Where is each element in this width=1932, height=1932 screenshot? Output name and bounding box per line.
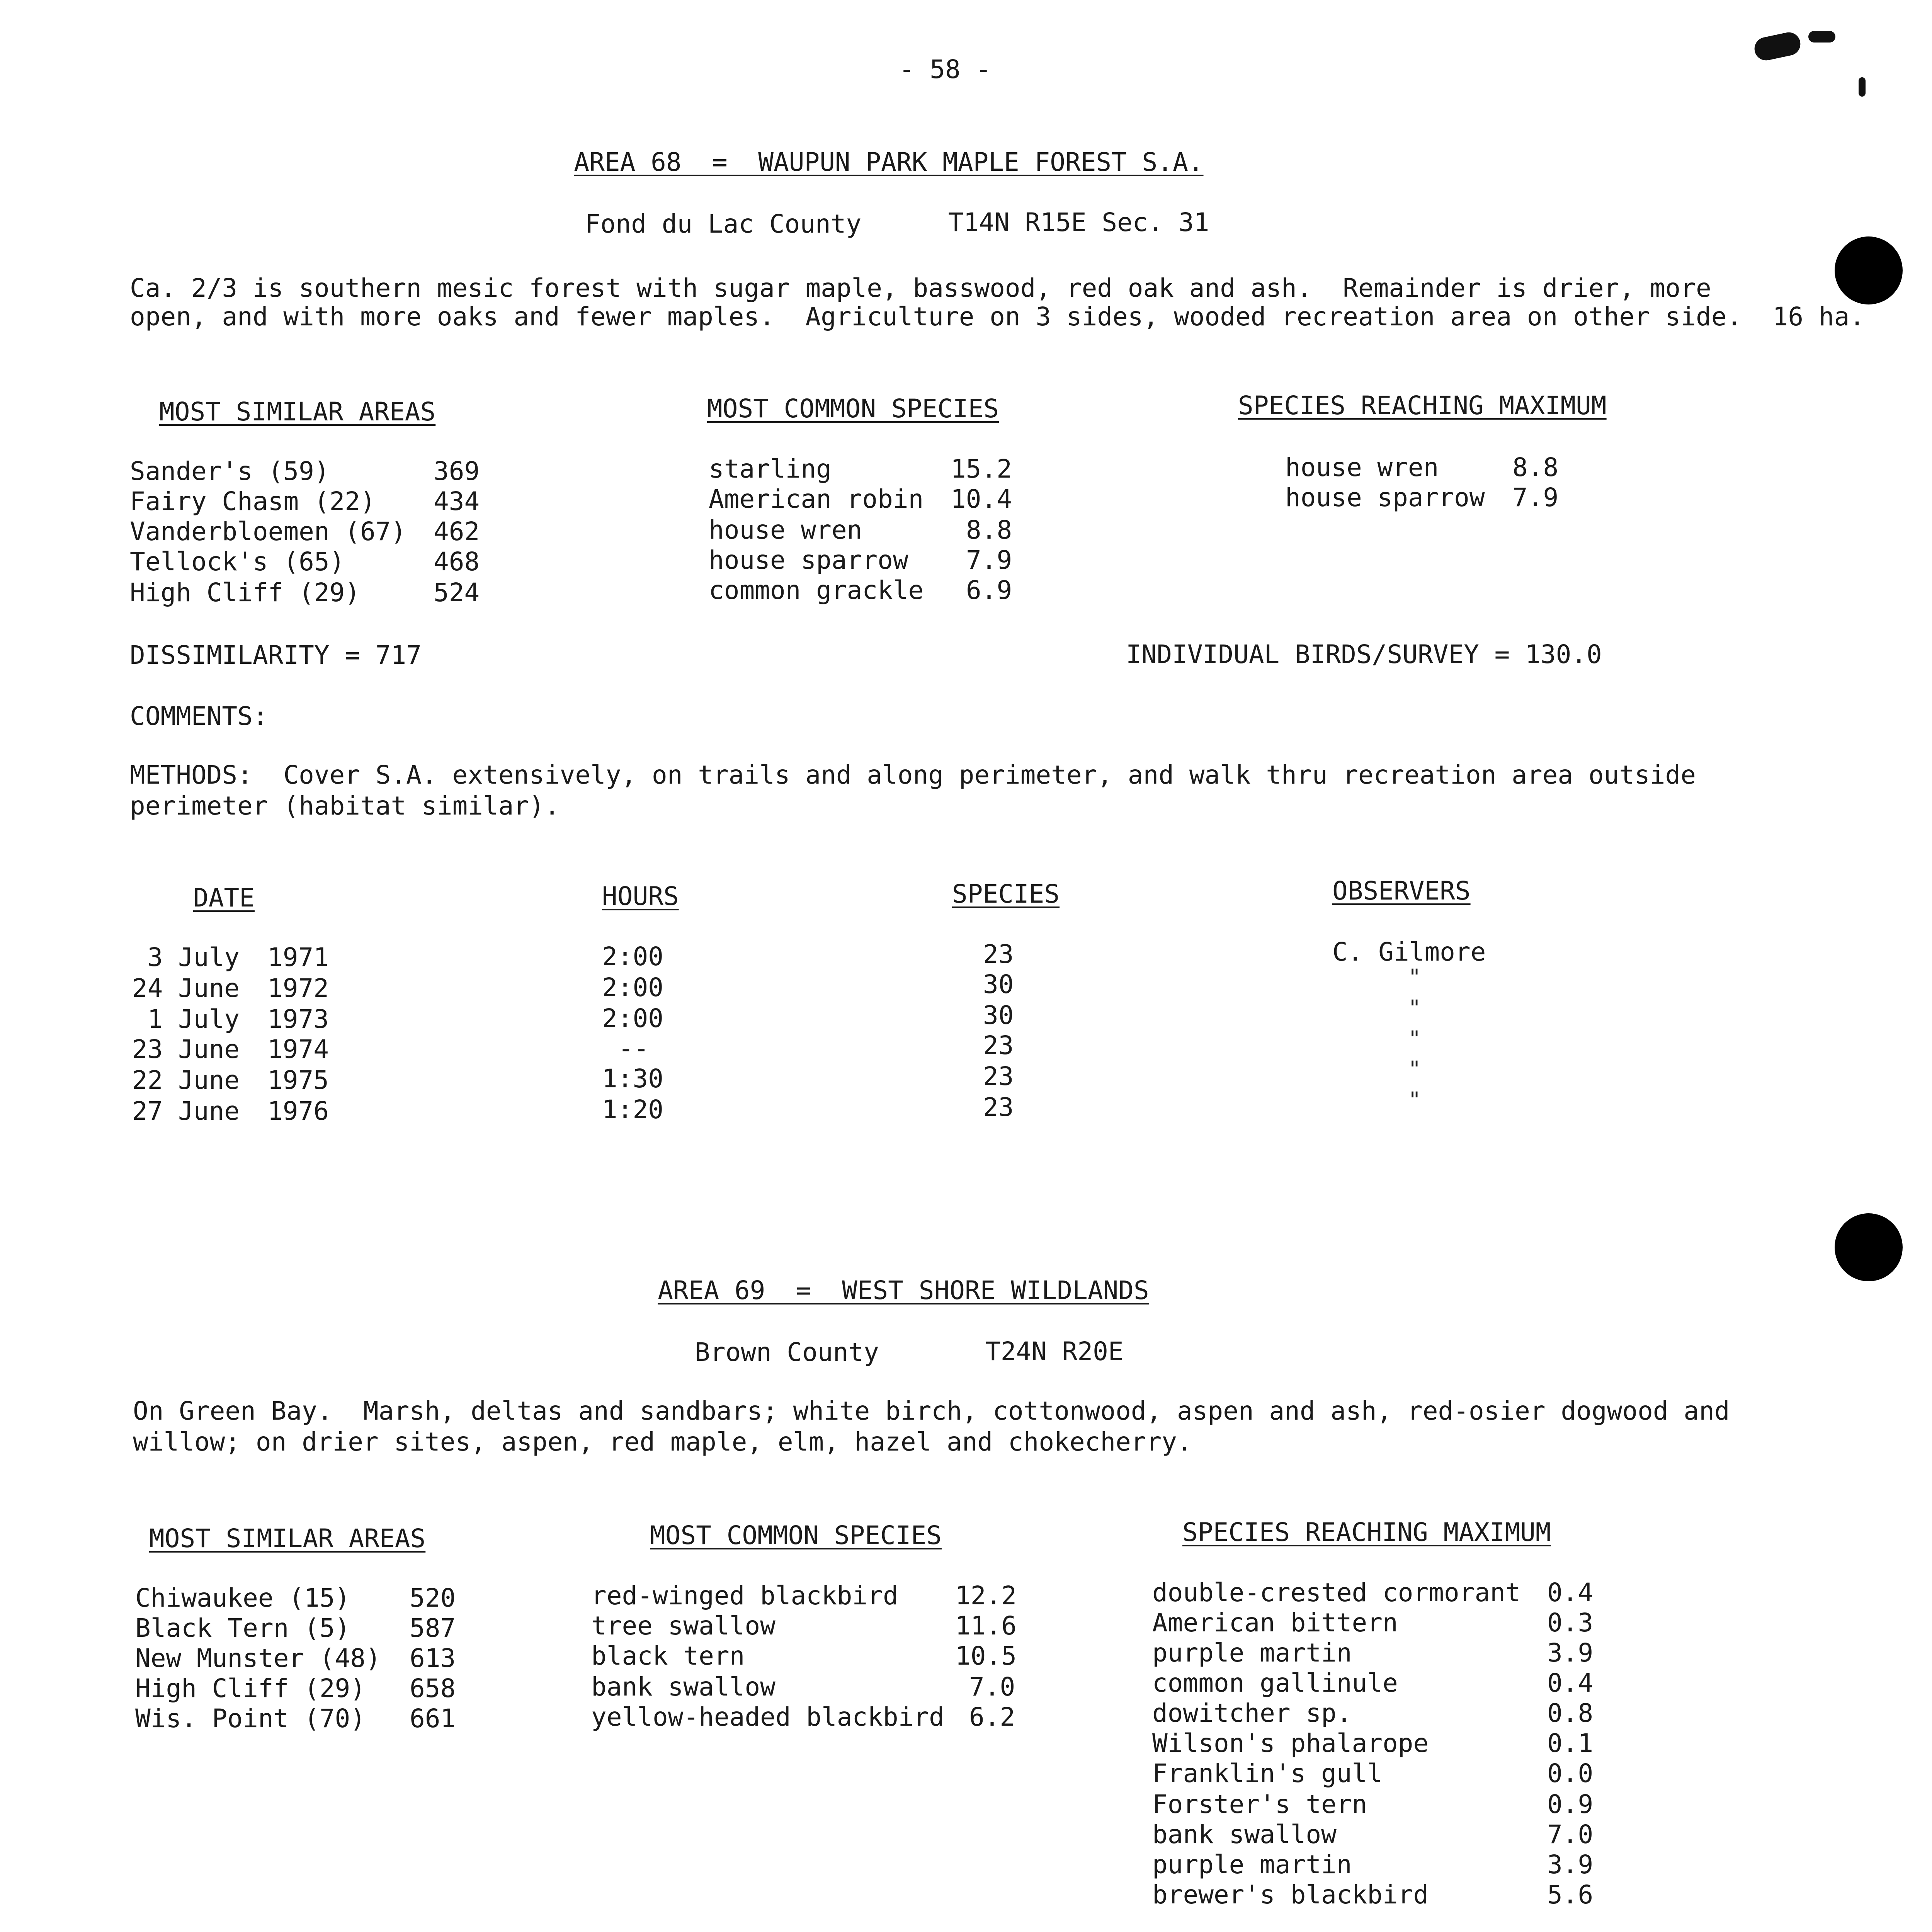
- species-maximum-header: SPECIES REACHING MAXIMUM: [1238, 391, 1607, 420]
- list-item: common grackle: [709, 575, 924, 605]
- survey-year: 1973: [267, 1004, 329, 1034]
- survey-hours: 1:30: [602, 1064, 663, 1094]
- list-item-value: 0.8: [1547, 1698, 1594, 1728]
- list-item-value: 524: [434, 578, 480, 607]
- description-line: On Green Bay. Marsh, deltas and sandbars; white birch, cottonwood, aspen and ash, red-osier dogwood and: [133, 1396, 1730, 1426]
- list-item: common gallinule: [1152, 1668, 1398, 1698]
- list-item-value: 587: [410, 1613, 456, 1643]
- list-item: Chiwaukee (15): [135, 1583, 350, 1613]
- species-maximum-header: SPECIES REACHING MAXIMUM: [1182, 1517, 1551, 1547]
- ink-smudge: [1808, 31, 1835, 43]
- survey-year: 1976: [267, 1096, 329, 1126]
- list-item-value: 0.0: [1547, 1759, 1594, 1788]
- list-item-value: 11.6: [955, 1611, 1017, 1641]
- county: Fond du Lac County: [585, 209, 862, 239]
- list-item: purple martin: [1152, 1850, 1352, 1879]
- list-item: Wilson's phalarope: [1152, 1728, 1429, 1758]
- ink-smudge: [1752, 30, 1803, 63]
- survey-species: 23: [983, 1092, 1014, 1122]
- township: T14N R15E Sec. 31: [948, 207, 1209, 237]
- birds-per-survey: INDIVIDUAL BIRDS/SURVEY = 130.0: [1126, 639, 1602, 669]
- survey-hours: 2:00: [602, 942, 663, 971]
- township: T24N R20E: [985, 1337, 1124, 1366]
- list-item-value: 10.5: [955, 1641, 1017, 1671]
- list-item-value: 462: [434, 517, 480, 546]
- list-item: house sparrow: [709, 545, 908, 575]
- county: Brown County: [695, 1337, 879, 1367]
- survey-species: 23: [983, 939, 1014, 969]
- survey-day: 24 June: [132, 973, 240, 1003]
- list-item: purple martin: [1152, 1638, 1352, 1668]
- list-item: bank swallow: [1152, 1820, 1337, 1849]
- survey-day: 23 June: [132, 1034, 240, 1064]
- description-line: willow; on drier sites, aspen, red maple, elm, hazel and chokecherry.: [133, 1427, 1192, 1457]
- list-item-value: 8.8: [966, 515, 1012, 545]
- survey-species: 23: [983, 1031, 1014, 1060]
- area-title: AREA 69 = WEST SHORE WILDLANDS: [658, 1276, 1149, 1305]
- punch-hole-1: [1835, 236, 1903, 304]
- list-item-value: 520: [410, 1583, 456, 1613]
- list-item: house wren: [1285, 452, 1439, 482]
- list-item: Sander's (59): [130, 456, 330, 486]
- list-item-value: 0.4: [1547, 1578, 1594, 1607]
- survey-day: 27 June: [132, 1096, 240, 1126]
- list-item: red-winged blackbird: [591, 1581, 898, 1611]
- list-item-value: 15.2: [951, 454, 1012, 484]
- list-item: black tern: [591, 1641, 745, 1671]
- survey-observer: ": [1408, 1088, 1421, 1113]
- ink-smudge: [1859, 77, 1866, 97]
- survey-observer: ": [1408, 965, 1421, 990]
- survey-year: 1971: [267, 942, 329, 972]
- methods-line: METHODS: Cover S.A. extensively, on trails and along perimeter, and walk thru recreation area outside: [130, 760, 1696, 790]
- list-item-value: 5.6: [1547, 1880, 1594, 1910]
- survey-observer: ": [1408, 1027, 1421, 1052]
- list-item: Tellock's (65): [130, 547, 345, 577]
- survey-hours: 1:20: [602, 1095, 663, 1124]
- list-item-value: 468: [434, 547, 480, 577]
- list-item-value: 661: [410, 1704, 456, 1733]
- list-item-value: 0.9: [1547, 1789, 1594, 1819]
- survey-hours: 2:00: [602, 1003, 663, 1033]
- punch-hole-2: [1835, 1213, 1903, 1281]
- list-item-value: 12.2: [955, 1581, 1017, 1611]
- survey-year: 1972: [267, 973, 329, 1003]
- list-item-value: 658: [410, 1673, 456, 1703]
- list-item-value: 3.9: [1547, 1850, 1594, 1879]
- hours-header: HOURS: [602, 881, 679, 911]
- survey-observer: ": [1408, 1057, 1421, 1082]
- survey-day: 1 July: [147, 1004, 240, 1034]
- comments: COMMENTS:: [130, 701, 268, 731]
- survey-hours: --: [618, 1034, 649, 1063]
- list-item: brewer's blackbird: [1152, 1880, 1429, 1910]
- list-item: Franklin's gull: [1152, 1759, 1383, 1788]
- survey-species: 23: [983, 1061, 1014, 1091]
- list-item: yellow-headed blackbird: [591, 1702, 944, 1732]
- list-item: house sparrow: [1285, 483, 1485, 512]
- list-item-value: 0.4: [1547, 1668, 1594, 1698]
- species-header: SPECIES: [952, 879, 1060, 909]
- list-item-value: 7.0: [1547, 1820, 1594, 1849]
- list-item: New Munster (48): [135, 1643, 381, 1673]
- survey-hours: 2:00: [602, 973, 663, 1002]
- list-item: dowitcher sp.: [1152, 1698, 1352, 1728]
- most-similar-header: MOST SIMILAR AREAS: [159, 397, 436, 427]
- dissimilarity: DISSIMILARITY = 717: [130, 640, 422, 670]
- list-item-value: 613: [410, 1643, 456, 1673]
- list-item: Fairy Chasm (22): [130, 486, 376, 516]
- list-item-value: 6.2: [969, 1702, 1015, 1732]
- most-common-header: MOST COMMON SPECIES: [650, 1520, 942, 1550]
- list-item: double-crested cormorant: [1152, 1578, 1521, 1607]
- list-item: Wis. Point (70): [135, 1704, 366, 1733]
- list-item: Forster's tern: [1152, 1789, 1367, 1819]
- list-item-value: 0.1: [1547, 1728, 1594, 1758]
- survey-day: 3 July: [147, 942, 240, 972]
- list-item: High Cliff (29): [135, 1673, 366, 1703]
- list-item-value: 7.0: [969, 1672, 1015, 1702]
- methods-line: perimeter (habitat similar).: [130, 791, 560, 821]
- list-item-value: 7.9: [1512, 483, 1559, 512]
- page-number: - 58 -: [899, 54, 992, 84]
- list-item: Black Tern (5): [135, 1613, 350, 1643]
- survey-observer: ": [1408, 996, 1421, 1021]
- date-header: DATE: [193, 883, 255, 913]
- area-title: AREA 68 = WAUPUN PARK MAPLE FOREST S.A.: [574, 147, 1204, 177]
- list-item: Vanderbloemen (67): [130, 517, 406, 546]
- most-similar-header: MOST SIMILAR AREAS: [149, 1524, 426, 1553]
- list-item-value: 434: [434, 486, 480, 516]
- observers-header: OBSERVERS: [1332, 876, 1471, 906]
- list-item-value: 7.9: [966, 545, 1012, 575]
- survey-day: 22 June: [132, 1065, 240, 1095]
- list-item: High Cliff (29): [130, 578, 361, 607]
- list-item-value: 0.3: [1547, 1608, 1594, 1638]
- description-line: open, and with more oaks and fewer maples. Agriculture on 3 sides, wooded recreation area on other side. 16 ha.: [130, 302, 1865, 332]
- list-item: bank swallow: [591, 1672, 776, 1702]
- survey-observer: C. Gilmore: [1332, 937, 1486, 967]
- survey-year: 1975: [267, 1065, 329, 1095]
- list-item-value: 3.9: [1547, 1638, 1594, 1668]
- list-item: starling: [709, 454, 832, 484]
- survey-species: 30: [983, 969, 1014, 999]
- list-item: house wren: [709, 515, 862, 545]
- list-item: tree swallow: [591, 1611, 776, 1641]
- survey-species: 30: [983, 1000, 1014, 1030]
- list-item-value: 369: [434, 456, 480, 486]
- list-item-value: 8.8: [1512, 452, 1559, 482]
- list-item: American bittern: [1152, 1608, 1398, 1638]
- list-item-value: 10.4: [951, 484, 1012, 514]
- list-item: American robin: [709, 484, 924, 514]
- description-line: Ca. 2/3 is southern mesic forest with sugar maple, basswood, red oak and ash. Remainder is drier, more: [130, 273, 1711, 303]
- survey-year: 1974: [267, 1034, 329, 1064]
- most-common-header: MOST COMMON SPECIES: [707, 394, 999, 423]
- list-item-value: 6.9: [966, 575, 1012, 605]
